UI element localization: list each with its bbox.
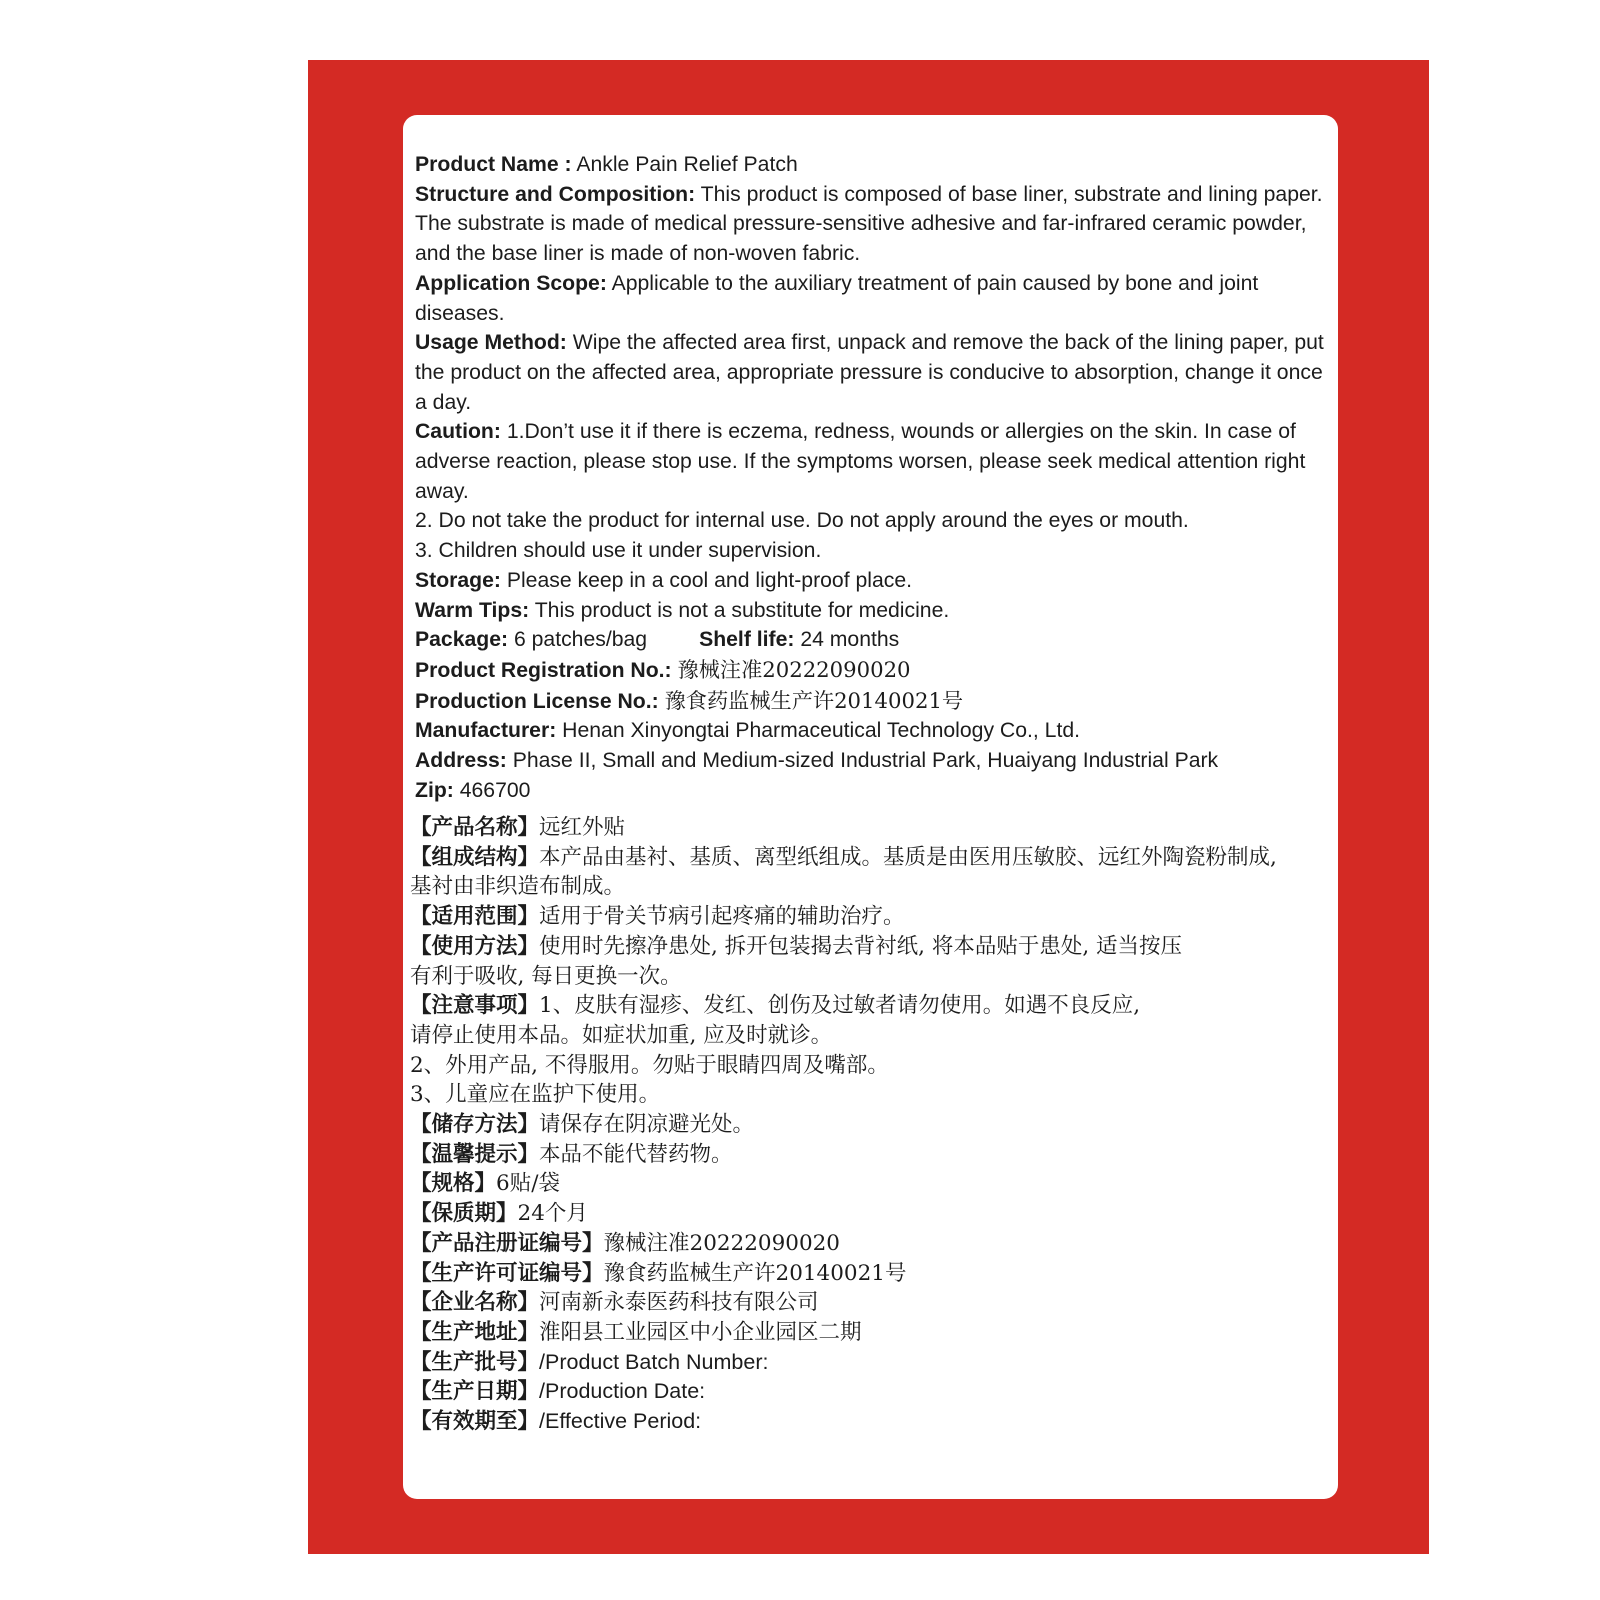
address-value: Phase II, Small and Medium-sized Industrial Park, Huaiyang Industrial Park	[512, 749, 1219, 773]
cn-tips-value: 本品不能代替药物。	[539, 1141, 733, 1167]
cn-tips-label: 【温馨提示】	[410, 1141, 540, 1167]
cn-batch-row	[410, 1348, 1330, 1378]
address-row	[415, 746, 1325, 776]
manufacturer-label: Manufacturer:	[415, 719, 557, 743]
cn-product-name-row	[410, 813, 1330, 843]
cn-structure-line2: 基衬由非织造布制成。	[410, 874, 626, 900]
usage-method-value: Wipe the affected area first, unpack and remove the back of the lining paper, put the product on the affected area, appropriate pressure is conducive to absorption, change it once a day.	[415, 331, 1324, 414]
cn-spec-label: 【规格】	[410, 1171, 497, 1197]
cn-expiry-label: 【有效期至】	[410, 1409, 540, 1435]
application-scope-value: Applicable to the auxiliary treatment of pain caused by bone and joint diseases.	[415, 271, 1259, 325]
caution-label: Caution:	[415, 420, 501, 444]
english-instructions	[415, 150, 1325, 805]
usage-method-label: Usage Method:	[415, 331, 567, 355]
cn-batch-value: /Product Batch Number:	[539, 1349, 769, 1374]
storage-row	[415, 566, 1325, 596]
cn-address-row	[410, 1318, 1330, 1348]
cn-scope-row	[410, 902, 1330, 932]
cn-caution-item-3: 3、儿童应在监护下使用。	[410, 1082, 661, 1108]
product-name-label: Product Name :	[415, 153, 572, 176]
structure-value: This product is composed of base liner, substrate and lining paper. The substrate is made of medical pressure-sensitive adhesive and far-infrared ceramic powder, and the base liner is made of non-woven fabric.	[415, 182, 1323, 266]
warm-tips-row	[415, 596, 1325, 626]
chinese-instructions	[410, 813, 1330, 1437]
cn-tips-row	[410, 1140, 1330, 1170]
package-label: Package:	[415, 628, 509, 652]
zip-value: 466700	[459, 778, 531, 802]
cn-company-row	[410, 1288, 1330, 1318]
caution-item-2: 2. Do not take the product for internal use. Do not apply around the eyes or mouth.	[415, 509, 1189, 533]
cn-company-value: 河南新永泰医药科技有限公司	[539, 1290, 819, 1316]
cn-address-value: 淮阳县工业园区中小企业园区二期	[539, 1319, 862, 1345]
cn-structure-line1: 本产品由基衬、基质、离型纸组成。基质是由医用压敏胶、远红外陶瓷粉制成,	[539, 844, 1277, 870]
cn-caution-line2: 请停止使用本品。如症状加重, 应及时就诊。	[410, 1022, 833, 1048]
cn-storage-label: 【储存方法】	[410, 1112, 540, 1138]
structure-label: Structure and Composition:	[415, 182, 696, 206]
license-value: 豫食药监械生产许20140021号	[664, 687, 964, 713]
cn-usage-line2: 有利于吸收, 每日更换一次。	[410, 963, 682, 989]
cn-spec-value: 6贴/袋	[496, 1171, 560, 1197]
shelf-life-label: Shelf life:	[699, 628, 795, 652]
registration-row	[415, 655, 1325, 686]
cn-usage-line1: 使用时先擦净患处, 拆开包装揭去背衬纸, 将本品贴于患处, 适当按压	[539, 933, 1183, 959]
warm-tips-value: This product is not a substitute for medicine.	[534, 598, 950, 622]
cn-structure-label: 【组成结构】	[410, 844, 540, 870]
cn-registration-label: 【产品注册证编号】	[410, 1230, 604, 1256]
cn-usage-label: 【使用方法】	[410, 933, 540, 959]
caution-item-3: 3. Children should use it under supervision.	[415, 539, 822, 563]
manufacturer-row	[415, 716, 1325, 746]
cn-product-name-label: 【产品名称】	[410, 815, 540, 840]
cn-spec-row	[410, 1169, 1330, 1199]
cn-scope-label: 【适用范围】	[410, 904, 540, 930]
cn-registration-row	[410, 1229, 1330, 1259]
license-label: Production License No.:	[415, 689, 659, 713]
caution-row	[415, 417, 1325, 506]
cn-company-label: 【企业名称】	[410, 1290, 540, 1316]
cn-shelf-label: 【保质期】	[410, 1201, 518, 1227]
product-name-row	[415, 150, 1325, 180]
cn-expiry-row	[410, 1407, 1330, 1437]
cn-license-label: 【生产许可证编号】	[410, 1260, 604, 1286]
storage-label: Storage:	[415, 568, 501, 592]
zip-row	[415, 776, 1325, 806]
storage-value: Please keep in a cool and light-proof place.	[506, 568, 913, 592]
cn-date-value: /Production Date:	[539, 1379, 706, 1404]
cn-storage-value: 请保存在阴凉避光处。	[539, 1112, 755, 1138]
cn-shelf-value: 24个月	[517, 1201, 588, 1227]
package-shelf-row	[415, 625, 1325, 655]
cn-address-label: 【生产地址】	[410, 1319, 540, 1345]
registration-label: Product Registration No.:	[415, 658, 672, 682]
cn-license-value: 豫食药监械生产许20140021号	[603, 1260, 907, 1286]
cn-caution-line1: 1、皮肤有湿疹、发红、创伤及过敏者请勿使用。如遇不良反应,	[539, 993, 1141, 1019]
cn-date-label: 【生产日期】	[410, 1379, 540, 1405]
manufacturer-value: Henan Xinyongtai Pharmaceutical Technology Co., Ltd.	[562, 719, 1081, 743]
cn-storage-row	[410, 1110, 1330, 1140]
cn-caution-row	[410, 991, 1330, 1021]
package-value: 6 patches/bag	[513, 628, 648, 652]
cn-registration-value: 豫械注准20222090020	[603, 1230, 840, 1256]
registration-value: 豫械注准20222090020	[677, 656, 911, 682]
cn-date-row	[410, 1377, 1330, 1407]
cn-scope-value: 适用于骨关节病引起疼痛的辅助治疗。	[539, 904, 905, 930]
cn-usage-row	[410, 932, 1330, 962]
address-label: Address:	[415, 749, 507, 773]
cn-product-name-value: 远红外贴	[539, 815, 626, 840]
cn-shelf-row	[410, 1199, 1330, 1229]
cn-caution-item-2: 2、外用产品, 不得服用。勿贴于眼睛四周及嘴部。	[410, 1052, 889, 1078]
cn-license-row	[410, 1259, 1330, 1289]
cn-batch-label: 【生产批号】	[410, 1349, 540, 1375]
caution-value: 1.Don’t use it if there is eczema, redness, wounds or allergies on the skin. In case of adverse reaction, please stop use. If the symptoms worsen, please seek medical attention right away.	[415, 420, 1306, 503]
warm-tips-label: Warm Tips:	[415, 598, 530, 622]
cn-expiry-value: /Effective Period:	[539, 1409, 702, 1434]
zip-label: Zip:	[415, 778, 454, 802]
structure-row	[415, 180, 1325, 269]
usage-method-row	[415, 328, 1325, 417]
application-scope-row	[415, 269, 1325, 328]
shelf-life-value: 24 months	[800, 628, 900, 652]
license-row	[415, 686, 1325, 717]
product-name-value: Ankle Pain Relief Patch	[576, 153, 798, 176]
cn-caution-label: 【注意事项】	[410, 993, 540, 1019]
application-scope-label: Application Scope:	[415, 271, 607, 295]
cn-structure-row	[410, 843, 1330, 873]
